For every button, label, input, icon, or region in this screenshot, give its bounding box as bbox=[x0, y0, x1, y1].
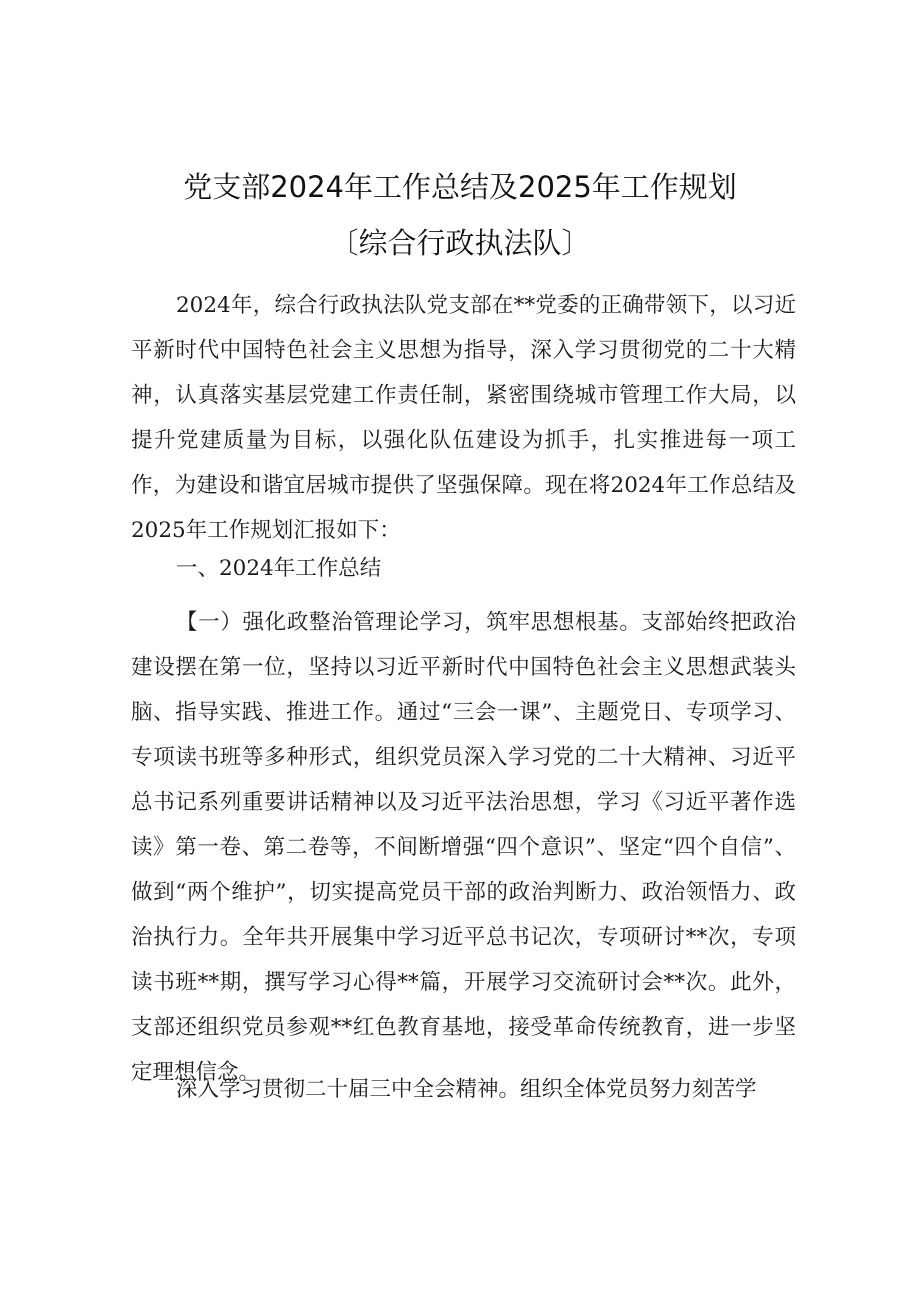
continuation-paragraph: 深入学习贯彻二十届三中全会精神。组织全体党员努力刻苦学 bbox=[176, 1077, 757, 1102]
document-subtitle: 〔综合行政执法队〕 bbox=[329, 226, 591, 260]
item-paragraph: 【一）强化政整治管理论学习，筑牢思想根基。支部始终把政治建设摆在第一位，坚持以习近平新时代中国特色社会主义思想武装头脑、指导实践、推进工作。通过“三会一课”、主题党日、专项学习、专项读书班等多种形式，组织党员深入学习党的二十大精神、习近平总书记系列重要讲话精神以及习近平法治思想，学习《习近平著作选读》第一卷、第二卷等，不间断增强“四个意识”、坚定“四个自信”、做到“两个维护”，切实提高党员干部的政治判断力、政治领悟力、政治执行力。全年共开展集中学习近平总书记次，专项研讨**次，专项读书班**期，撰写学习心得**篇，开展学习交流研讨会**次。此外，支部还组织党员参观**红色教育基地，接受革命传统教育，进一步坚定理想信念。 bbox=[131, 610, 796, 1085]
document-title: 党支部2024年工作总结及2025年工作规划 bbox=[183, 170, 737, 204]
intro-paragraph: 2024年，综合行政执法队党支部在**党委的正确带领下，以习近平新时代中国特色社会主义思想为指导，深入学习贯彻党的二十大精神，认真落实基层党建工作责任制，紧密围绕城市管理工作大局，以提升党建质量为目标，以强化队伍建设为抓手，扎实推进每一项工作，为建设和谐宜居城市提供了坚强保障。现在将2024年工作总结及2025年工作规划汇报如下： bbox=[131, 293, 797, 543]
section-heading: 一、2024年工作总结 bbox=[176, 556, 382, 581]
